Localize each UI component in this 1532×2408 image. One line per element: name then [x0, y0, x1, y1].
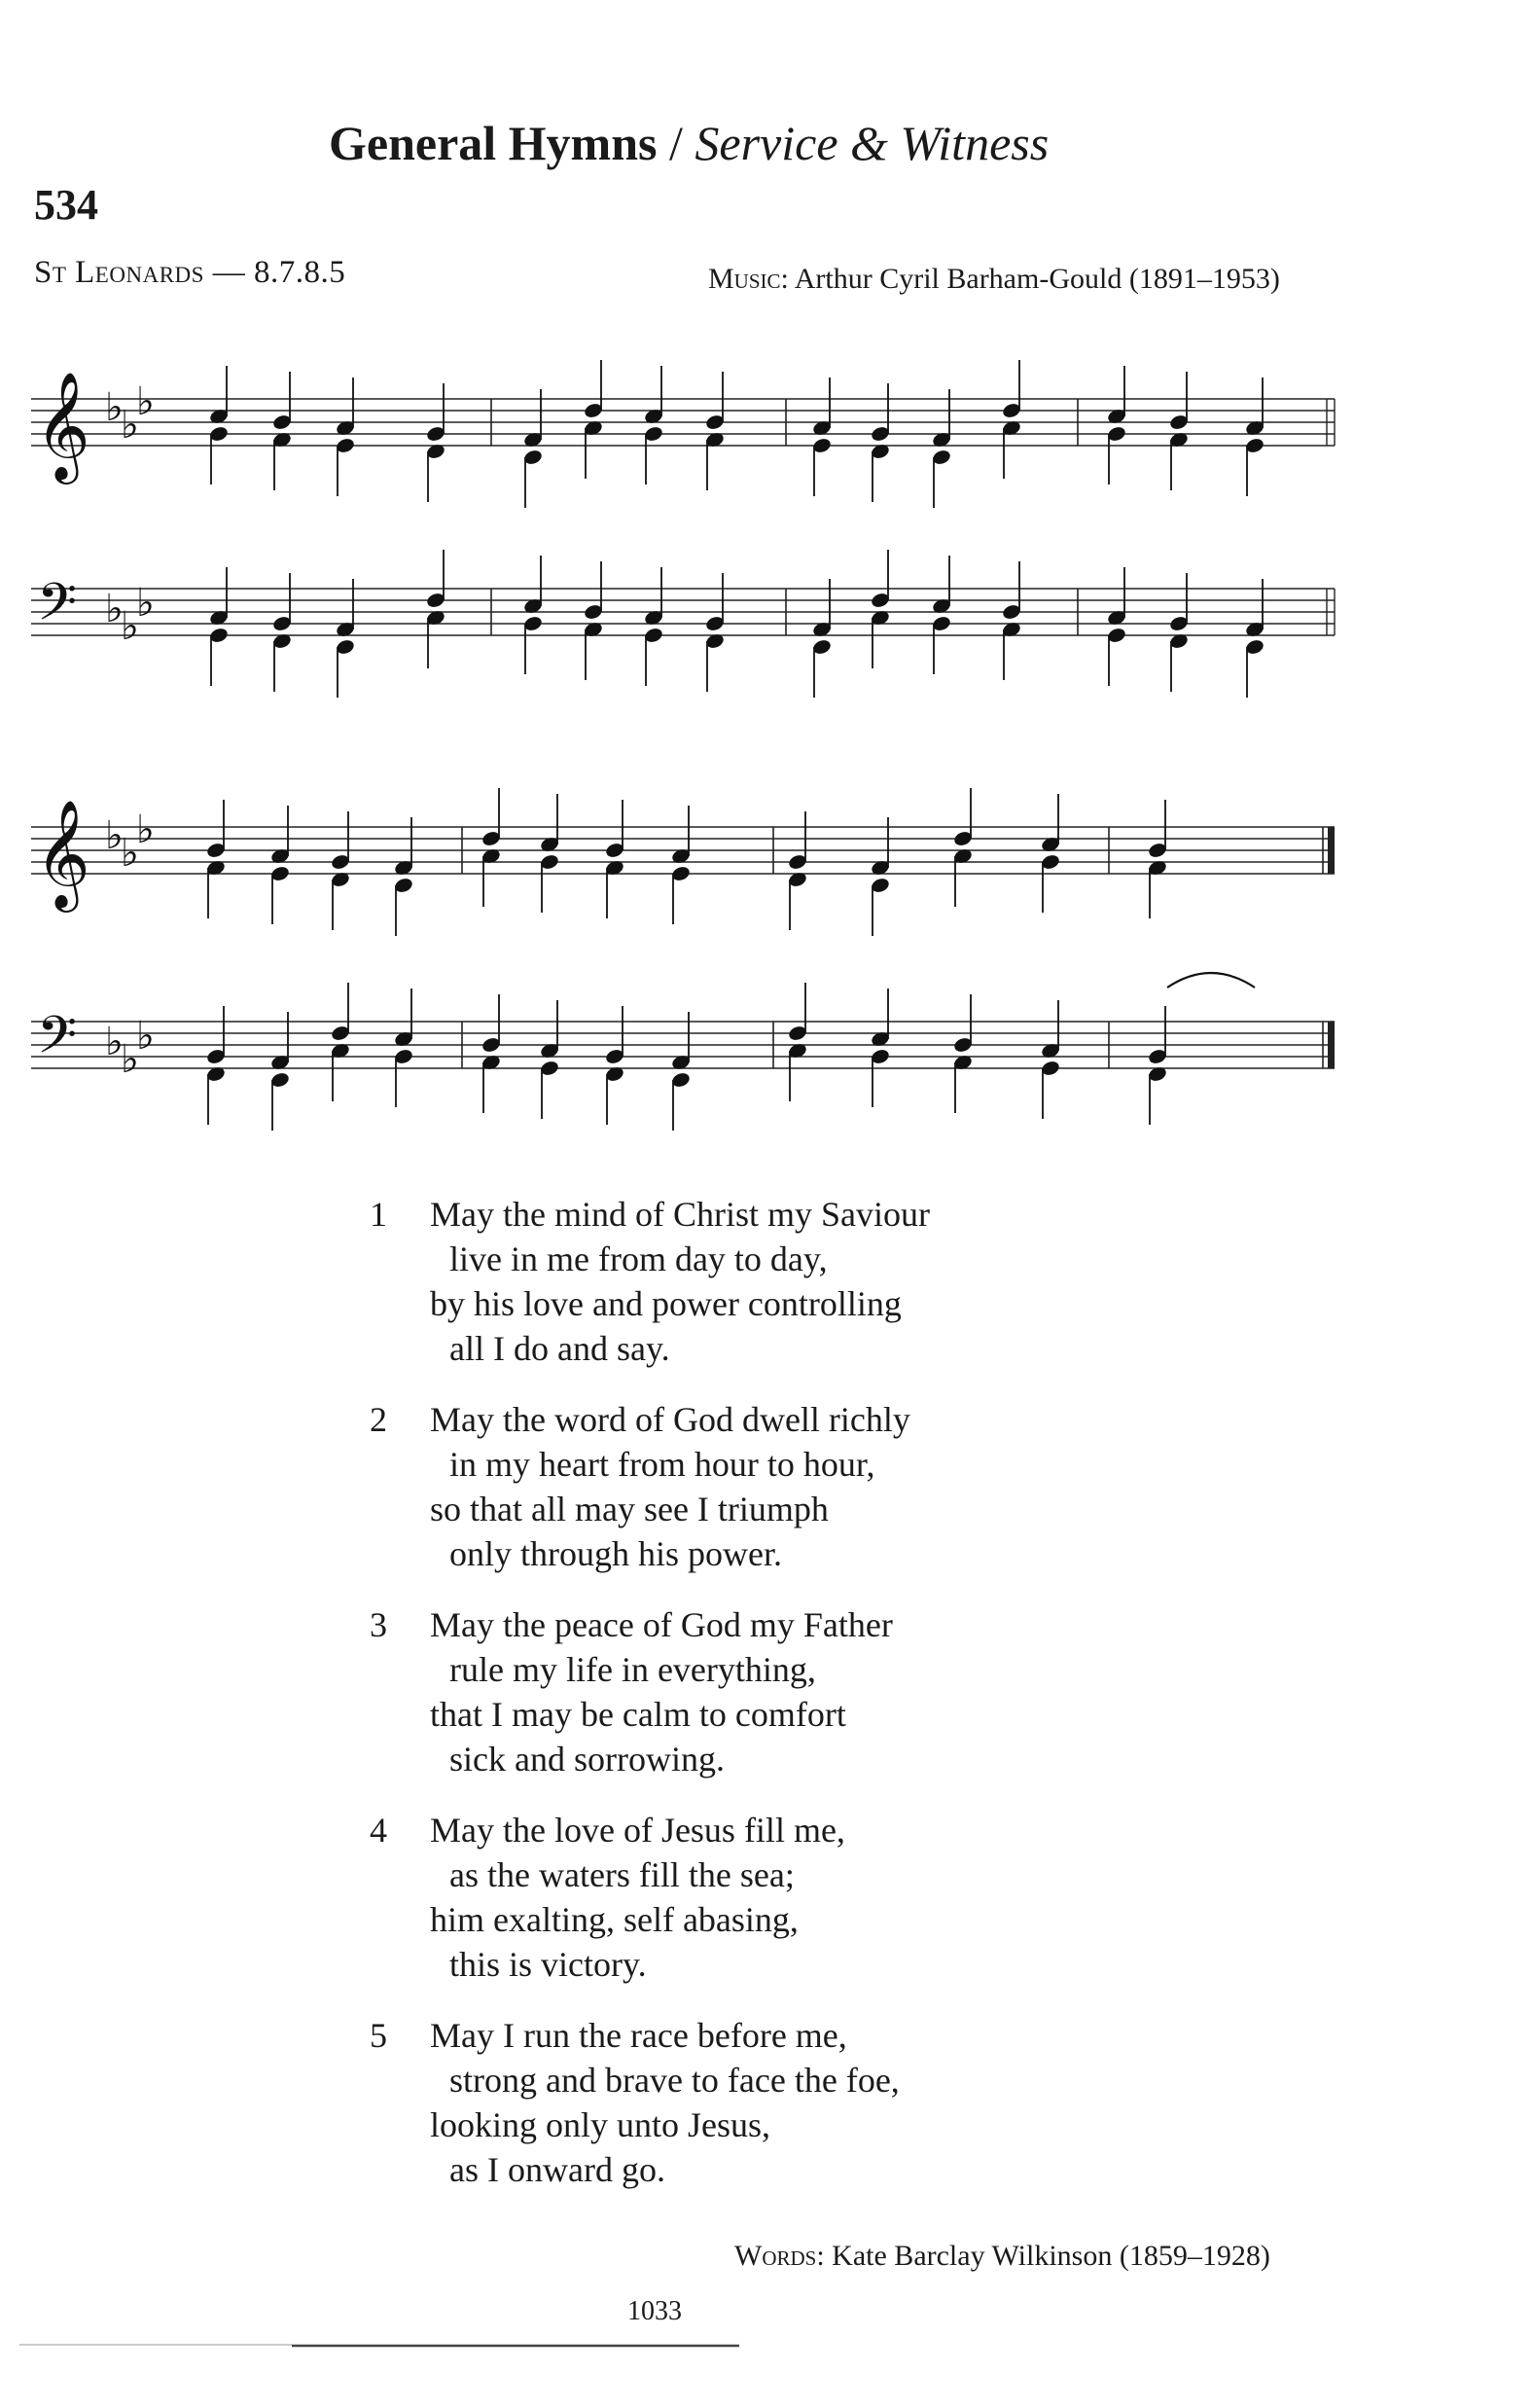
flat-sign-icon: ♭	[136, 379, 155, 424]
bass-clef-icon: 𝄢	[37, 573, 78, 645]
verse-number: 3	[370, 1605, 387, 1644]
verse-number: 2	[370, 1400, 387, 1439]
tune-line	[34, 255, 345, 291]
final-barline	[1328, 1022, 1335, 1068]
header-category: General Hymns	[329, 116, 658, 170]
page-header	[329, 115, 1049, 171]
hymn-number: 534	[34, 181, 98, 229]
verse-3	[370, 1602, 1245, 1781]
verse-line: him exalting, self abasing,	[430, 1900, 799, 1939]
verse-line: rule my life in everything,	[449, 1650, 816, 1689]
music-composer: Arthur Cyril Barham-Gould (1891–1953)	[794, 263, 1280, 295]
flat-sign-icon: ♭	[121, 1037, 139, 1082]
verse-line: only through his power.	[449, 1534, 782, 1573]
flat-sign-icon: ♭	[136, 808, 155, 852]
hymn-verses	[370, 1192, 1245, 2218]
verse-1	[370, 1192, 1245, 1371]
verse-line: this is victory.	[449, 1945, 647, 1984]
music-credit	[708, 263, 1280, 296]
verse-number: 1	[370, 1195, 387, 1234]
flat-sign-icon: ♭	[105, 813, 124, 858]
tie	[1167, 973, 1255, 988]
words-author: Kate Barclay Wilkinson (1859–1928)	[832, 2240, 1270, 2272]
verse-line: strong and brave to face the foe,	[449, 2061, 900, 2100]
verse-line: by his love and power controlling	[430, 1284, 902, 1323]
flat-sign-icon: ♭	[105, 1020, 124, 1064]
verse-2	[370, 1397, 1245, 1576]
verse-line: May the love of Jesus fill me,	[430, 1811, 845, 1850]
verse-line: May the mind of Christ my Saviour	[430, 1195, 930, 1234]
verse-4	[370, 1808, 1245, 1987]
verse-number: 5	[370, 2016, 387, 2055]
verse-line: looking only unto Jesus,	[430, 2105, 771, 2144]
words-label: Words:	[734, 2240, 825, 2272]
header-section: Service & Witness	[695, 116, 1050, 170]
verse-5	[370, 2013, 1245, 2192]
verse-line: that I may be calm to comfort	[430, 1695, 846, 1734]
page-number: 1033	[627, 2296, 682, 2326]
verse-line: so that all may see I triumph	[430, 1490, 829, 1528]
bass-clef-icon: 𝄢	[37, 1006, 78, 1078]
verse-line: all I do and say.	[449, 1329, 670, 1368]
footer-rule	[0, 2343, 1532, 2349]
meter: 8.7.8.5	[253, 255, 346, 290]
tune-dash: —	[203, 255, 254, 290]
final-barline	[1328, 827, 1335, 874]
flat-sign-icon: ♭	[136, 1014, 155, 1059]
verse-line: sick and sorrowing.	[449, 1740, 725, 1779]
flat-sign-icon: ♭	[121, 831, 139, 876]
flat-sign-icon: ♭	[105, 385, 124, 430]
music-score	[0, 360, 1532, 1187]
flat-sign-icon: ♭	[121, 403, 139, 448]
header-separator: /	[657, 116, 695, 170]
verse-number: 4	[370, 1811, 387, 1850]
treble-clef-icon: 𝄞	[35, 371, 90, 480]
music-label: Music:	[708, 263, 789, 295]
verse-line: as I onward go.	[449, 2150, 665, 2189]
flat-sign-icon: ♭	[136, 581, 155, 626]
words-credit	[734, 2240, 1270, 2273]
flat-sign-icon: ♭	[105, 587, 124, 631]
verse-line: May the word of God dwell richly	[430, 1400, 910, 1439]
verse-line: live in me from day to day,	[449, 1240, 828, 1278]
tune-name: St Leonards	[34, 255, 204, 290]
treble-clef-icon: 𝄞	[35, 799, 90, 908]
verse-line: May I run the race before me,	[430, 2016, 847, 2055]
flat-sign-icon: ♭	[121, 604, 139, 649]
verse-line: as the waters fill the sea;	[449, 1855, 795, 1894]
verse-line: May the peace of God my Father	[430, 1605, 893, 1644]
verse-line: in my heart from hour to hour,	[449, 1445, 875, 1484]
